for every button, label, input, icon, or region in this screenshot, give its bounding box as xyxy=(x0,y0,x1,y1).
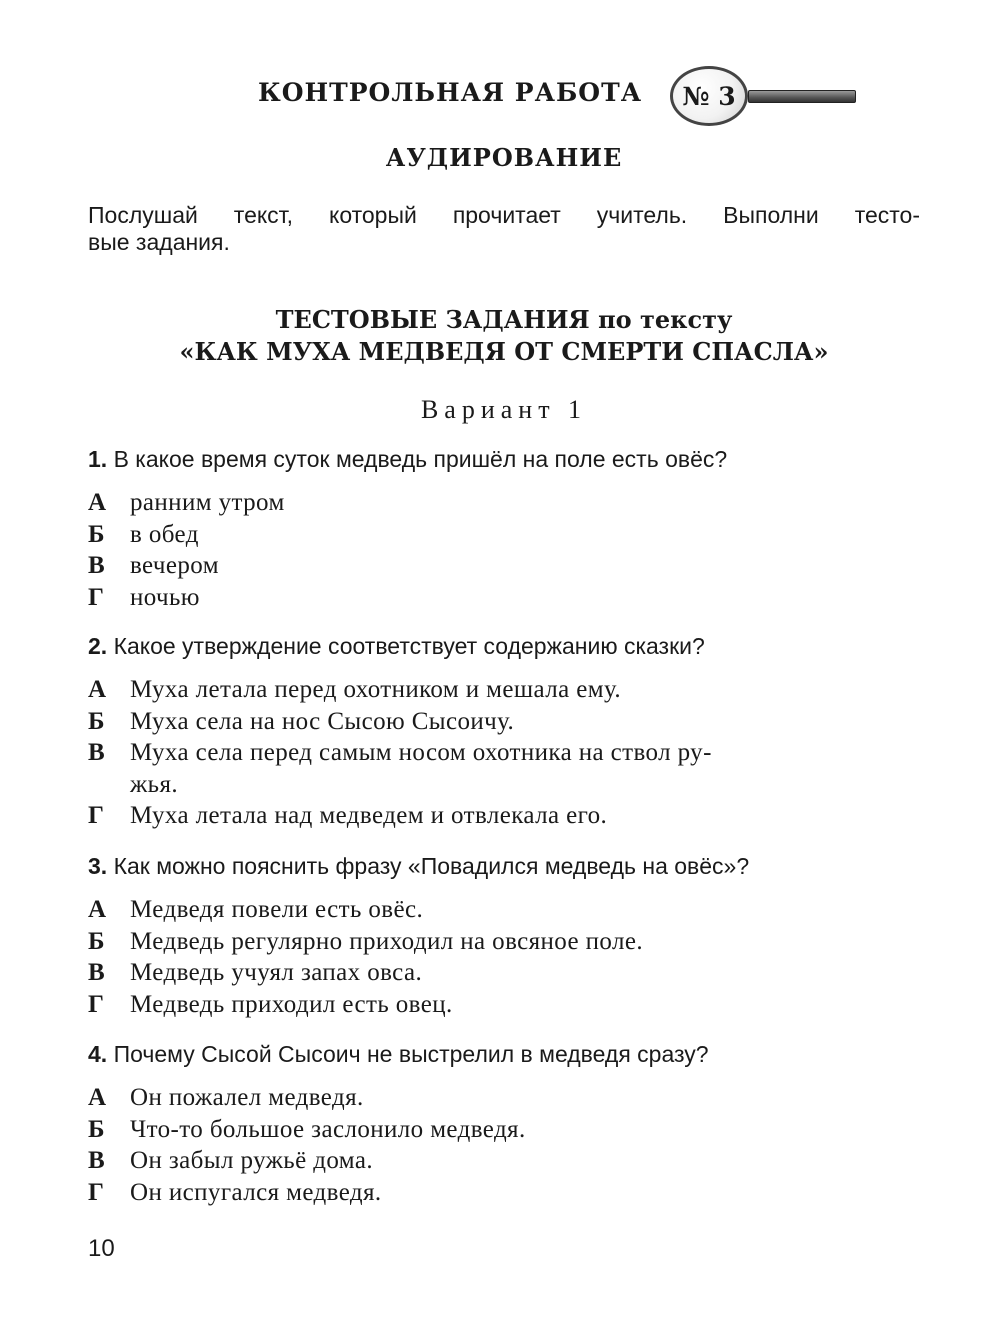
question-number: 2. xyxy=(88,633,108,659)
option-text: Он пожалел медведя. xyxy=(130,1084,364,1111)
answer-option xyxy=(88,1082,920,1114)
answer-option xyxy=(88,1114,920,1146)
option-letter: В xyxy=(88,959,105,986)
option-letter: В xyxy=(88,739,105,766)
option-text: Что-то большое заслонило медведя. xyxy=(130,1115,526,1143)
option-letter: В xyxy=(88,552,105,579)
magnifier-badge xyxy=(670,66,748,126)
answer-option xyxy=(88,674,920,706)
question-3 xyxy=(88,852,920,1020)
worksheet-page xyxy=(88,0,920,1340)
option-letter: Б xyxy=(88,707,105,735)
option-text: вечером xyxy=(130,552,219,579)
answer-option xyxy=(88,957,920,989)
instruction-line-2: вые задания. xyxy=(88,229,230,255)
answer-option xyxy=(88,1177,920,1209)
option-text: в обед xyxy=(130,520,199,548)
question-prompt: Какое утверждение соответствует содержанию сказки? xyxy=(107,633,705,659)
option-text: Муха летала над медведем и отвлекала его. xyxy=(130,802,608,829)
question-2 xyxy=(88,632,920,832)
instruction-text xyxy=(88,202,920,256)
answer-options xyxy=(88,1082,920,1208)
test-heading-line-1: ТЕСТОВЫЕ ЗАДАНИЯ по тексту xyxy=(275,305,733,334)
question-prompt: Как можно пояснить фразу «Повадился медведь на овёс»? xyxy=(107,853,750,879)
answer-options xyxy=(88,894,920,1020)
option-text: Медведь регулярно приходил на овсяное поле. xyxy=(130,927,644,955)
option-text: ранним утром xyxy=(130,489,285,516)
work-number-badge: № 3 xyxy=(682,82,736,111)
question-4 xyxy=(88,1040,920,1208)
option-text: Муха села на нос Сысою Сысоичу. xyxy=(130,707,515,735)
instruction-line-1: Послушай текст, который прочитает учитель. Выполни тесто- xyxy=(88,202,920,228)
question-text xyxy=(88,852,920,880)
page-title: КОНТРОЛЬНАЯ РАБОТА xyxy=(258,78,643,107)
option-letter: Б xyxy=(88,927,105,955)
option-letter: А xyxy=(88,1084,107,1111)
question-text xyxy=(88,1040,920,1068)
question-prompt: Почему Сысой Сысоич не выстрелил в медведя сразу? xyxy=(107,1041,709,1067)
test-heading-line-2: «КАК МУХА МЕДВЕДЯ ОТ СМЕРТИ СПАСЛА» xyxy=(179,337,829,366)
option-text: Медведь приходил есть овец. xyxy=(130,990,453,1018)
answer-option xyxy=(88,800,920,832)
question-prompt: В какое время суток медведь пришёл на поле есть овёс? xyxy=(107,446,728,472)
answer-option xyxy=(88,989,920,1021)
answer-options xyxy=(88,487,920,613)
option-text-line-1: Муха села перед самым носом охотника на ствол ру- xyxy=(130,739,712,766)
option-text: Он забыл ружьё дома. xyxy=(130,1147,373,1174)
option-text: Муха летала перед охотником и мешала ему. xyxy=(130,676,622,703)
variant-label: Вариант 1 xyxy=(420,395,588,424)
option-text: ночью xyxy=(130,583,200,611)
option-text-line-2: жья. xyxy=(130,770,179,798)
answer-options xyxy=(88,674,920,832)
option-letter: А xyxy=(88,896,107,923)
title-row xyxy=(88,62,920,128)
question-text xyxy=(88,445,920,473)
question-number: 4. xyxy=(88,1041,108,1067)
question-1 xyxy=(88,445,920,613)
option-letter: А xyxy=(88,676,107,703)
option-letter: Б xyxy=(88,520,105,548)
answer-option xyxy=(88,582,920,614)
question-number: 1. xyxy=(88,446,108,472)
question-text xyxy=(88,632,920,660)
option-letter: В xyxy=(88,1147,105,1174)
answer-option xyxy=(88,519,920,551)
page-number: 10 xyxy=(88,1235,115,1262)
answer-option xyxy=(88,737,920,800)
magnifier-handle-icon xyxy=(748,90,856,103)
test-heading xyxy=(88,304,920,368)
question-number: 3. xyxy=(88,853,108,879)
answer-option xyxy=(88,706,920,738)
option-letter: Г xyxy=(88,1178,104,1206)
option-letter: Г xyxy=(88,802,104,829)
option-letter: Г xyxy=(88,990,104,1018)
answer-option xyxy=(88,926,920,958)
option-text xyxy=(130,737,920,800)
answer-option xyxy=(88,487,920,519)
answer-option xyxy=(88,1145,920,1177)
option-text: Медведя повели есть овёс. xyxy=(130,896,424,923)
answer-option xyxy=(88,550,920,582)
option-letter: Г xyxy=(88,583,104,611)
answer-option xyxy=(88,894,920,926)
section-title: АУДИРОВАНИЕ xyxy=(385,143,623,172)
option-text: Медведь учуял запах овса. xyxy=(130,959,423,986)
option-letter: А xyxy=(88,489,107,516)
option-text: Он испугался медведя. xyxy=(130,1178,382,1206)
option-letter: Б xyxy=(88,1115,105,1143)
